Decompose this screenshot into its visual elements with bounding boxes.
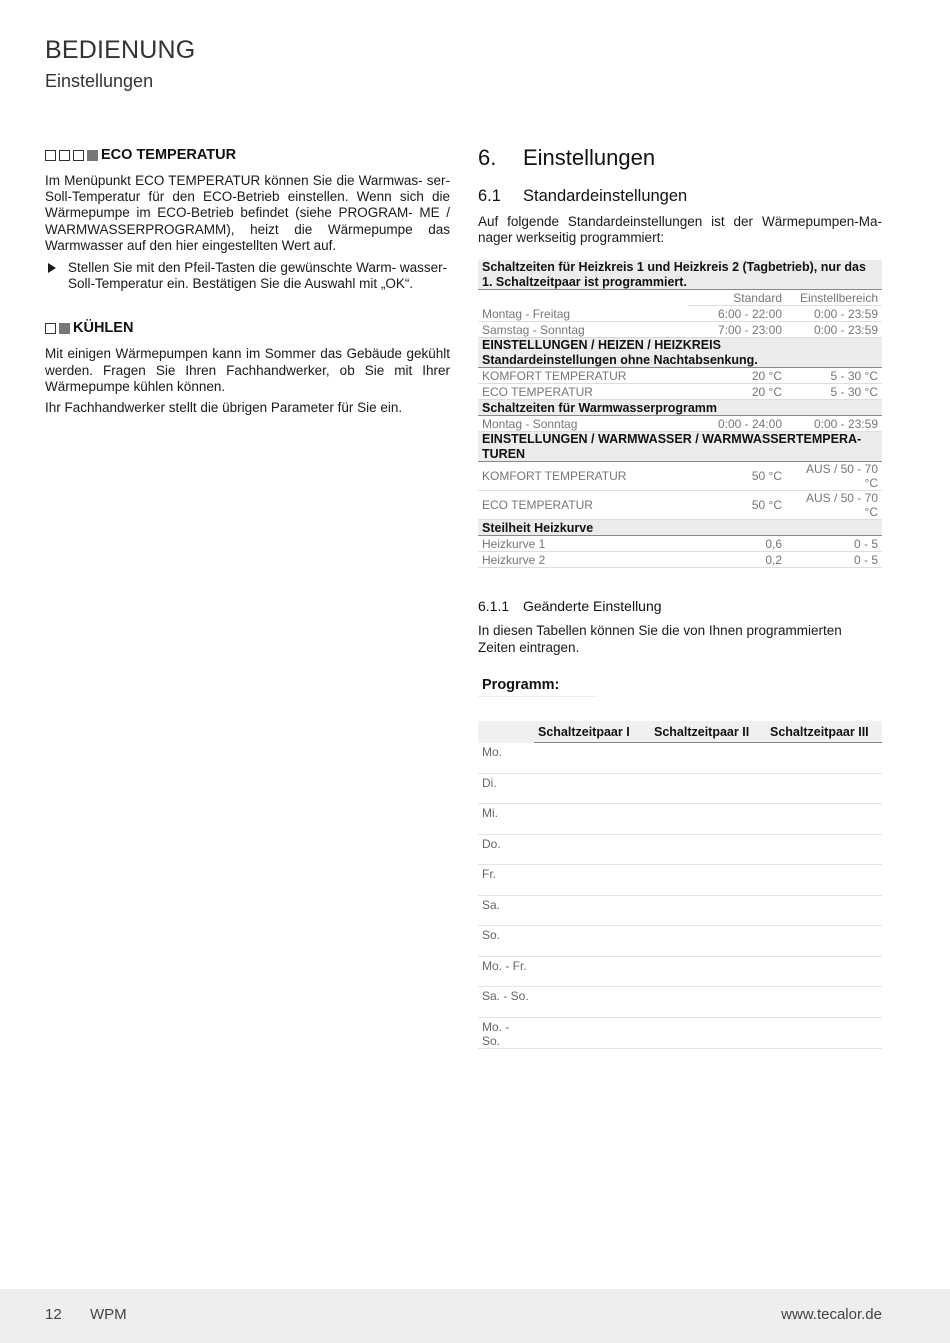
program-entry-cell[interactable] bbox=[650, 895, 766, 926]
program-row-label: Mi. bbox=[478, 804, 534, 835]
program-entry-cell[interactable] bbox=[650, 834, 766, 865]
section-title: Einstellungen bbox=[523, 145, 656, 170]
website-url: www.tecalor.de bbox=[781, 1306, 882, 1323]
eco-heading bbox=[45, 145, 450, 165]
program-entry-cell[interactable] bbox=[766, 1017, 882, 1048]
program-row bbox=[478, 926, 882, 957]
program-row bbox=[478, 743, 882, 774]
page-number: 12 bbox=[45, 1306, 62, 1323]
sub2-text: In diesen Tabellen können Sie die von Ihnen programmierten Zeiten eintragen. bbox=[478, 623, 842, 655]
eco-paragraph: Im Menüpunkt ECO TEMPERATUR können Sie die Warmwas- ser-Soll-Temperatur für den ECO-Betrieb einstellen. Wenn sich die Wärmepumpe im ECO-Betrieb befindet (siehe PROGRAM- ME / WARMWASSERPROGRAMM), heizt die Wärmepumpe das Warmwasser auf den hier eingestellten Wert auf. bbox=[45, 173, 450, 253]
program-row bbox=[478, 773, 882, 804]
standard-settings-table bbox=[478, 260, 882, 568]
program-entry-cell[interactable] bbox=[534, 1017, 650, 1048]
program-entry-cell[interactable] bbox=[534, 743, 650, 774]
program-entry-cell[interactable] bbox=[534, 773, 650, 804]
program-row-label: So. bbox=[478, 926, 534, 957]
program-row bbox=[478, 895, 882, 926]
program-entry-cell[interactable] bbox=[650, 865, 766, 896]
right-column bbox=[478, 143, 882, 1049]
program-entry-cell[interactable] bbox=[766, 956, 882, 987]
table-group-heading: EINSTELLUNGEN / HEIZEN / HEIZKREIS Standardeinstellungen ohne Nachtabsenkung. bbox=[478, 338, 882, 368]
table-group-heading: Schaltzeiten für Heizkreis 1 und Heizkreis 2 (Tagbetrieb), nur das 1. Schaltzeitpaar ist programmiert. bbox=[478, 260, 882, 290]
program-entry-cell[interactable] bbox=[650, 926, 766, 957]
subsubsection-heading bbox=[478, 598, 882, 614]
left-column bbox=[45, 145, 450, 416]
table-group-heading: EINSTELLUNGEN / WARMWASSER / WARMWASSERTEMPERA- TUREN bbox=[478, 432, 882, 462]
table-group-heading: Steilheit Heizkurve bbox=[478, 520, 882, 536]
intro-text: Auf folgende Standardeinstellungen ist der Wärmepumpen-Ma- nager werkseitig programmiert: bbox=[478, 214, 882, 246]
product-name: WPM bbox=[90, 1306, 127, 1323]
program-row-label: Fr. bbox=[478, 865, 534, 896]
program-entry-cell[interactable] bbox=[766, 834, 882, 865]
eco-bullet-text: Stellen Sie mit den Pfeil-Tasten die gewünschte Warm- wasser-Soll-Temperatur ein. Bestätigen Sie die Auswahl mit „OK“. bbox=[68, 260, 448, 292]
eco-bullet bbox=[45, 260, 450, 292]
table-row: KOMFORT TEMPERATUR 50 °C AUS / 50 - 70 °C bbox=[478, 462, 882, 491]
page-footer bbox=[0, 1289, 950, 1343]
program-col-1: Schaltzeitpaar I bbox=[534, 721, 650, 743]
program-entry-cell[interactable] bbox=[534, 956, 650, 987]
bullet-arrow-icon bbox=[48, 263, 56, 273]
program-row bbox=[478, 834, 882, 865]
subsection-heading bbox=[478, 187, 882, 206]
program-row bbox=[478, 804, 882, 835]
program-entry-cell[interactable] bbox=[534, 834, 650, 865]
program-entry-cell[interactable] bbox=[766, 743, 882, 774]
program-table bbox=[478, 721, 882, 1049]
program-table-header bbox=[478, 721, 882, 743]
col-header-standard: Standard bbox=[688, 290, 786, 306]
table-row: ECO TEMPERATUR 50 °C AUS / 50 - 70 °C bbox=[478, 491, 882, 520]
program-entry-cell[interactable] bbox=[534, 895, 650, 926]
program-row bbox=[478, 1017, 882, 1048]
program-entry-cell[interactable] bbox=[766, 895, 882, 926]
program-entry-cell[interactable] bbox=[766, 865, 882, 896]
kuehlen-heading-text: KÜHLEN bbox=[73, 320, 134, 337]
program-entry-cell[interactable] bbox=[766, 926, 882, 957]
program-row-label: Sa. bbox=[478, 895, 534, 926]
program-entry-cell[interactable] bbox=[766, 987, 882, 1018]
table-row: ECO TEMPERATUR 20 °C 5 - 30 °C bbox=[478, 384, 882, 400]
menu-level-icon bbox=[45, 323, 70, 334]
program-row bbox=[478, 956, 882, 987]
program-entry-cell[interactable] bbox=[650, 987, 766, 1018]
program-entry-cell[interactable] bbox=[766, 773, 882, 804]
table-row: Montag - Sonntag 0:00 - 24:00 0:00 - 23:59 bbox=[478, 416, 882, 432]
subsection-number: 6.1 bbox=[478, 187, 501, 205]
col-header-range: Einstellbereich bbox=[786, 290, 882, 306]
subsubsection-number: 6.1.1 bbox=[478, 598, 510, 615]
program-entry-cell[interactable] bbox=[534, 987, 650, 1018]
section-number: 6. bbox=[478, 145, 497, 170]
table-row: Montag - Freitag 6:00 - 22:00 0:00 - 23:59 bbox=[478, 306, 882, 322]
table-group-heading: Schaltzeiten für Warmwasserprogramm bbox=[478, 400, 882, 416]
eco-heading-text: ECO TEMPERATUR bbox=[101, 147, 237, 163]
program-row-label: Mo. bbox=[478, 743, 534, 774]
program-entry-cell[interactable] bbox=[534, 865, 650, 896]
section-heading bbox=[478, 143, 882, 173]
table-row: Heizkurve 2 0,2 0 - 5 bbox=[478, 552, 882, 568]
table-row: KOMFORT TEMPERATUR 20 °C 5 - 30 °C bbox=[478, 368, 882, 384]
kuehlen-heading bbox=[45, 318, 450, 338]
program-entry-cell[interactable] bbox=[650, 1017, 766, 1048]
program-entry-cell[interactable] bbox=[650, 804, 766, 835]
kuehlen-paragraph-1: Mit einigen Wärmepumpen kann im Sommer das Gebäude gekühlt werden. Fragen Sie Ihren Fachhandwerker, ob Sie mit Ihrer Wärmepumpe kühlen können. bbox=[45, 346, 450, 394]
program-row bbox=[478, 865, 882, 896]
program-entry-cell[interactable] bbox=[650, 956, 766, 987]
program-row-label: Mo. - So. bbox=[478, 1017, 534, 1048]
table-row: Samstag - Sonntag 7:00 - 23:00 0:00 - 23:59 bbox=[478, 322, 882, 338]
program-entry-cell[interactable] bbox=[766, 804, 882, 835]
program-label: Programm: bbox=[482, 676, 560, 693]
subsection-title: Standardeinstellungen bbox=[523, 187, 688, 205]
table-row: Heizkurve 1 0,6 0 - 5 bbox=[478, 536, 882, 552]
program-row-label: Di. bbox=[478, 773, 534, 804]
program-col-3: Schaltzeitpaar III bbox=[766, 721, 882, 743]
header-title: BEDIENUNG bbox=[45, 36, 196, 64]
program-row-label: Do. bbox=[478, 834, 534, 865]
program-entry-cell[interactable] bbox=[534, 926, 650, 957]
subsubsection-title: Geänderte Einstellung bbox=[523, 598, 662, 615]
menu-level-icon bbox=[45, 150, 98, 161]
program-entry-cell[interactable] bbox=[650, 743, 766, 774]
program-entry-cell[interactable] bbox=[650, 773, 766, 804]
header-subtitle: Einstellungen bbox=[45, 71, 154, 91]
kuehlen-paragraph-2: Ihr Fachhandwerker stellt die übrigen Parameter für Sie ein. bbox=[45, 400, 403, 416]
program-row bbox=[478, 987, 882, 1018]
program-row-label: Sa. - So. bbox=[478, 987, 534, 1018]
program-row-label: Mo. - Fr. bbox=[478, 956, 534, 987]
program-entry-cell[interactable] bbox=[534, 804, 650, 835]
program-col-2: Schaltzeitpaar II bbox=[650, 721, 766, 743]
